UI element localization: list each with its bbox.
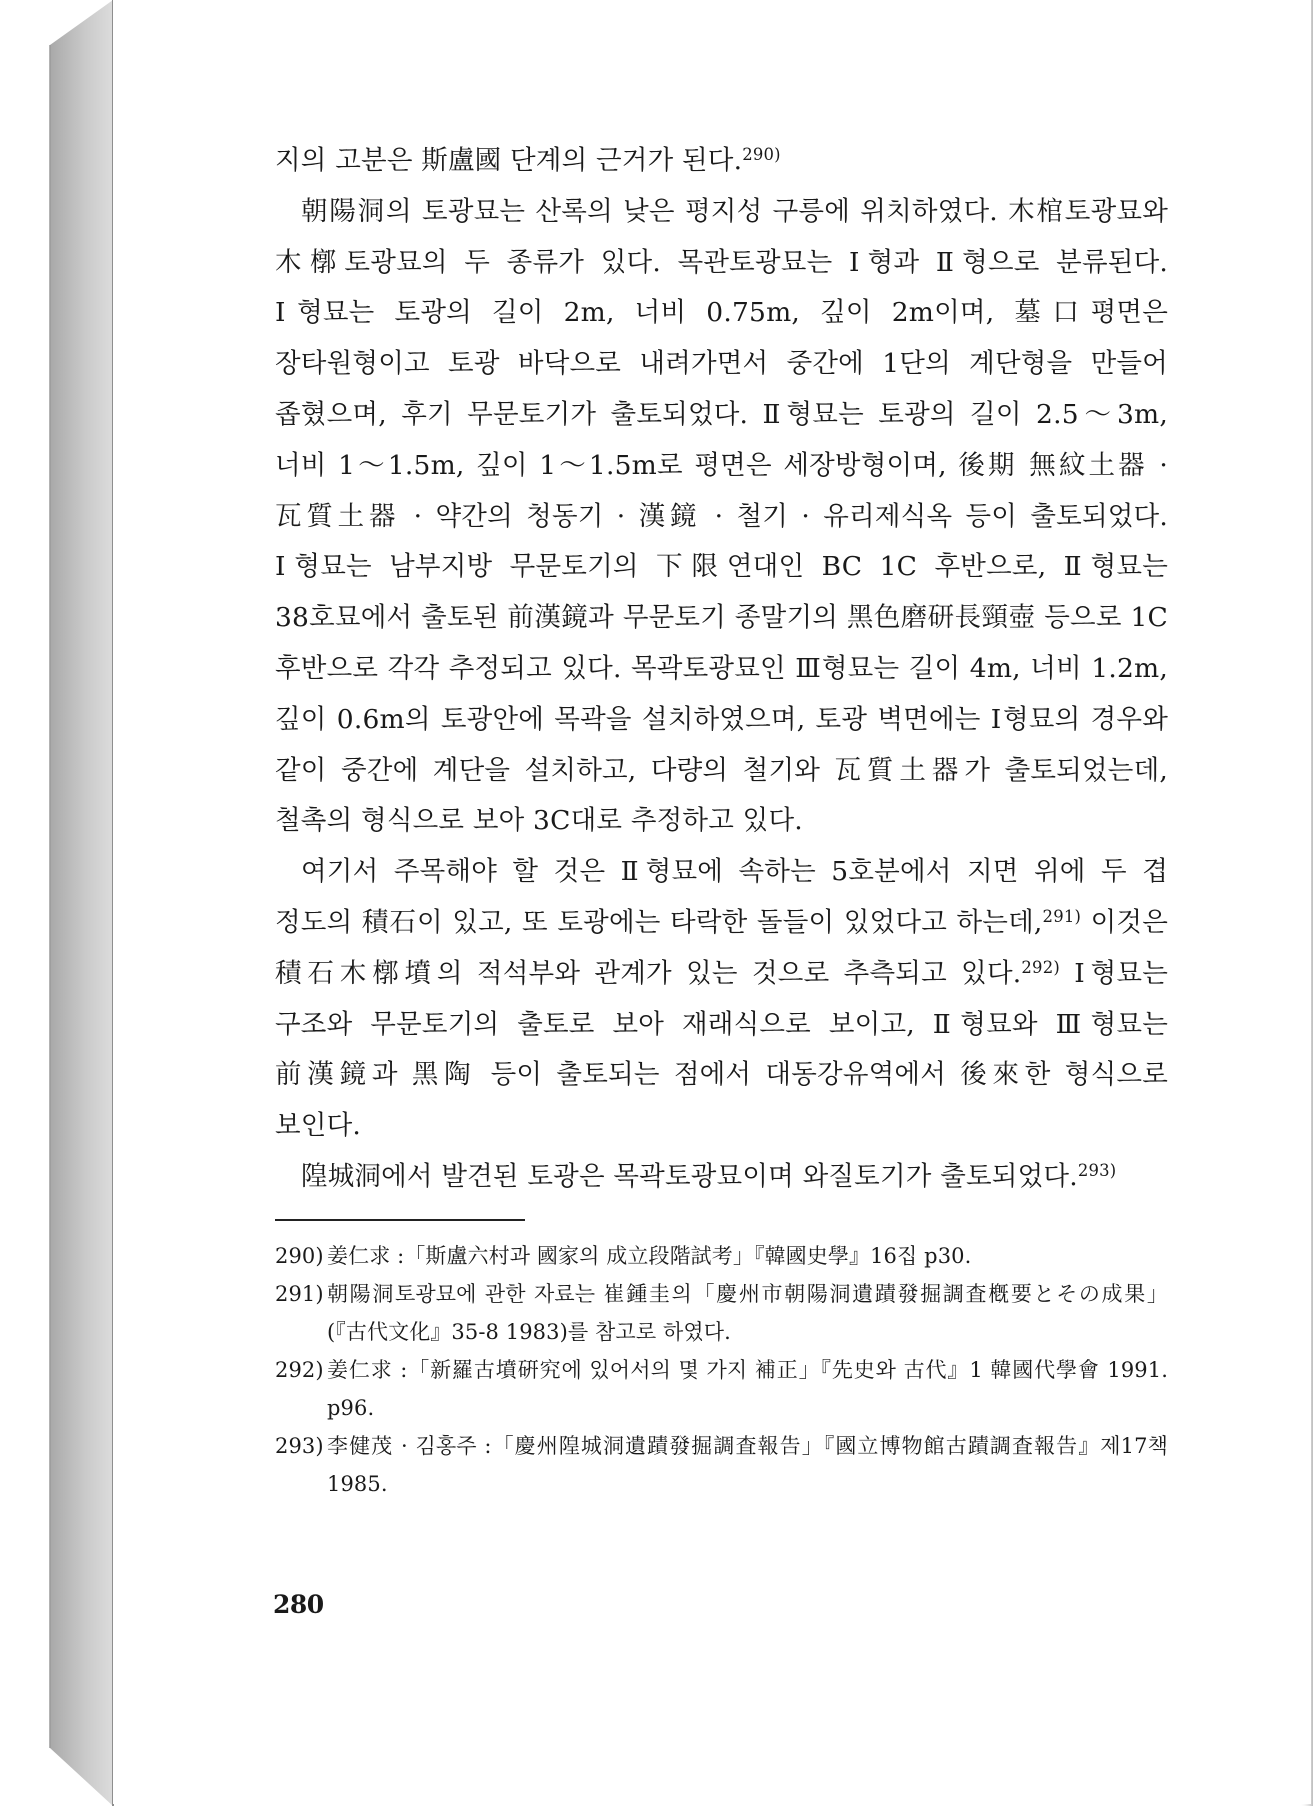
footnote-ref-292[interactable]: 292) [1021,957,1060,977]
footnote-text: 姜仁求 :「新羅古墳硏究에 있어서의 몇 가지 補正」『先史와 古代』1 韓國代學會 1991. p96. [327,1357,1168,1420]
footnote-text: 李健茂 · 김홍주 :「慶州隍城洞遺蹟發掘調査報告」『國立博物館古蹟調査報告』제17책 1985. [327,1433,1168,1496]
footnote-ref-293[interactable]: 293) [1077,1160,1117,1180]
paragraph-4: 隍城洞에서 발견된 토광은 목곽토광묘이며 와질토기가 출토되었다.$^{293)}$ [301,1160,1117,1192]
body-text [275,136,1168,1203]
footnote-ref-291[interactable]: 291) [1042,906,1082,926]
page-number: 280 [273,1590,324,1619]
footnote-292 [275,1351,1168,1427]
footnote-number: 293) [275,1433,324,1458]
paragraph-1: 지의 고분은 斯盧國 단계의 근거가 된다.$^{290)}$ [275,144,781,176]
footnote-number: 291) [275,1281,324,1306]
footnote-text: 朝陽洞토광묘에 관한 자료는 崔鍾圭의「慶州市朝陽洞遺蹟發掘調査槪要とその成果」(『古代文化』35-8 1983)를 참고로 하였다. [327,1281,1168,1344]
paragraph-3: 여기서 주목해야 할 것은 Ⅱ형묘에 속하는 5호분에서 지면 위에 두 겹 정도의 積石이 있고, 또 토광에는 타락한 돌들이 있었다고 하는데,$^{291)}$ 이것은 積石木槨墳의 적석부와 관계가 있는 것으로 추측되고 있다.$^{292)}$ Ⅰ형묘는 구조와 무문토기의 출토로 보아 재래식으로 보이고, Ⅱ형묘와 Ⅲ형묘는 前漢鏡과 黑陶 등이 출토되는 점에서 대동강유역에서 後來한 형식으로 보인다. [275,856,1169,1142]
footnote-number: 292) [275,1357,324,1382]
footnote-number: 290) [275,1243,324,1268]
page-content [275,136,1168,1503]
footnote-290 [275,1237,1168,1275]
footnote-text: 姜仁求 :「斯盧六村과 國家의 成立段階試考」『韓國史學』16집 p30. [327,1243,972,1268]
paragraph-2: 朝陽洞의 토광묘는 산록의 낮은 평지성 구릉에 위치하였다. 木棺토광묘와 木槨토광묘의 두 종류가 있다. 목관토광묘는 Ⅰ형과 Ⅱ형으로 분류된다. Ⅰ형묘는 토광의 길이 2m, 너비 0.75m, 깊이 2m이며, 墓口평면은 장타원형이고 토광 바닥으로 내려가면서 중간에 1단의 계단형을 만들어 좁혔으며, 후기 무문토기가 출토되었다. Ⅱ형묘는 토광의 길이 2.5～3m, 너비 1～1.5m, 깊이 1～1.5m로 평면은 세장방형이며, 後期 無紋土器 · 瓦質土器 · 약간의 청동기 · 漢鏡 · 철기 · 유리제식옥 등이 출토되었다. Ⅰ형묘는 남부지방 무문토기의 下限연대인 BC 1C 후반으로, Ⅱ형묘는 38호묘에서 출토된 前漢鏡과 무문토기 종말기의 黑色磨研長頸壺 등으로 1C 후반으로 각각 추정되고 있다. 목곽토광묘인 Ⅲ형묘는 길이 4m, 너비 1.2m, 깊이 0.6m의 토광안에 목곽을 설치하였으며, 토광 벽면에는 Ⅰ형묘의 경우와 같이 중간에 계단을 설치하고, 다량의 철기와 瓦質土器가 출토되었는데, 철촉의 형식으로 보아 3C대로 추정하고 있다. [275,195,1168,837]
footnote-293 [275,1427,1168,1503]
footnote-291 [275,1275,1168,1351]
footnotes [275,1237,1168,1503]
footnote-divider [275,1219,525,1221]
footnote-ref-290[interactable]: 290) [742,144,781,164]
